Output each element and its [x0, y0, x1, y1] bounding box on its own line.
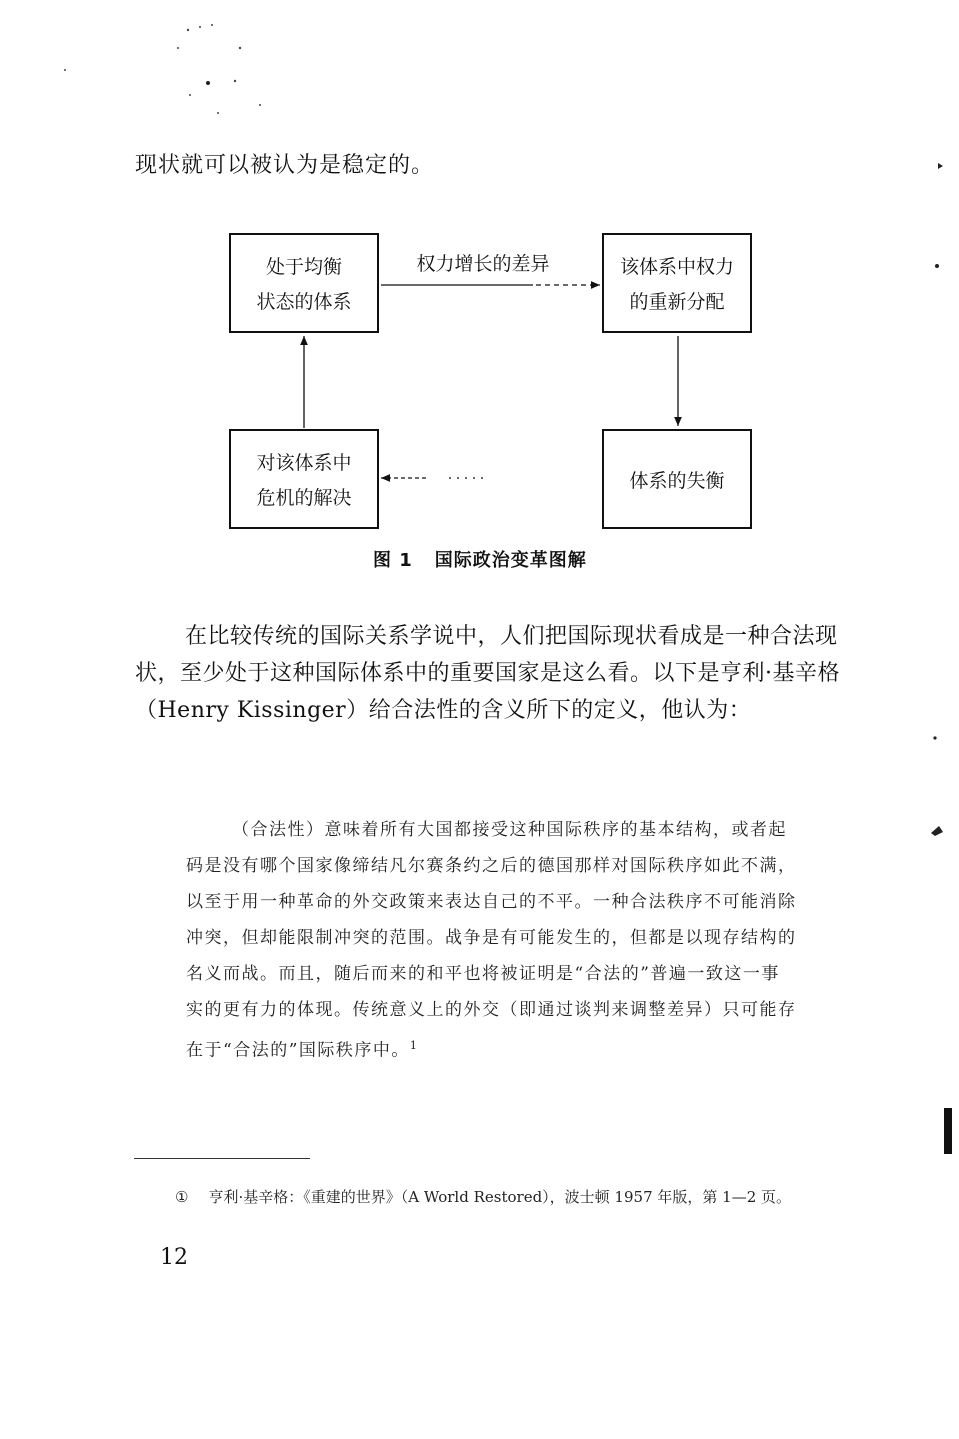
box-power-redistribution	[603, 234, 751, 332]
box-balanced-system	[230, 234, 378, 332]
box-crisis-resolution-line2: 危机的解决	[256, 487, 352, 509]
body-paragraph	[135, 618, 853, 729]
footnote-text: 亨利·基辛格：《重建的世界》（A World Restored），波士顿 1957 年版，第 1—2 页。	[208, 1188, 792, 1206]
scan-edge-marks-decoration	[919, 0, 959, 1439]
footnote-reference: 1	[409, 1039, 419, 1052]
quote-text: （合法性）意味着所有大国都接受这种国际秩序的基本结构，或者起码是没有哪个国家像缔结凡尔赛条约之后的德国那样对国际秩序如此不满，以至于用一种革命的外交政策来表达自己的不平。一种合法秩序不可能消除冲突，但却能限制冲突的范围。战争是有可能发生的，但都是以现存结构的名义而战。而且，随后而来的和平也将被证明是“合法的”普遍一致这一事实的更有力的体现。传统意义上的外交（即通过谈判来调整差异）只可能存在于“合法的”国际秩序中。	[186, 820, 797, 1061]
footnote-mark: ①	[175, 1188, 189, 1206]
page-number: 12	[160, 1245, 188, 1270]
figure-title: 国际政治变革图解	[434, 550, 587, 571]
box-crisis-resolution	[230, 430, 378, 528]
box-disequilibrium	[603, 430, 751, 528]
box-balanced-system-line2: 状态的体系	[256, 291, 352, 313]
footnote-rule	[134, 1158, 310, 1159]
box-crisis-resolution-line1: 对该体系中	[256, 452, 352, 474]
figure-number: 图 1	[373, 550, 413, 571]
arrow-top-label: 权力增长的差异	[416, 253, 550, 275]
figure-caption	[373, 546, 587, 572]
text-line-top: 现状就可以被认为是稳定的。	[135, 153, 435, 178]
footnote	[135, 1184, 835, 1210]
box-balanced-system-line1: 处于均衡	[265, 256, 343, 278]
box-power-redistribution-line2: 的重新分配	[629, 291, 725, 313]
box-power-redistribution-line1: 该体系中权力	[619, 256, 735, 278]
scan-specks-decoration	[40, 15, 300, 125]
change-diagram	[228, 232, 758, 534]
box-disequilibrium-line1: 体系的失衡	[629, 470, 725, 492]
paragraph-text: 在比较传统的国际关系学说中，人们把国际现状看成是一种合法现状，至少处于这种国际体系中的重要国家是这么看。以下是亨利·基辛格（Henry Kissinger）给合法性的含义所下的定义，他认为：	[135, 624, 840, 723]
block-quote	[186, 812, 798, 1069]
